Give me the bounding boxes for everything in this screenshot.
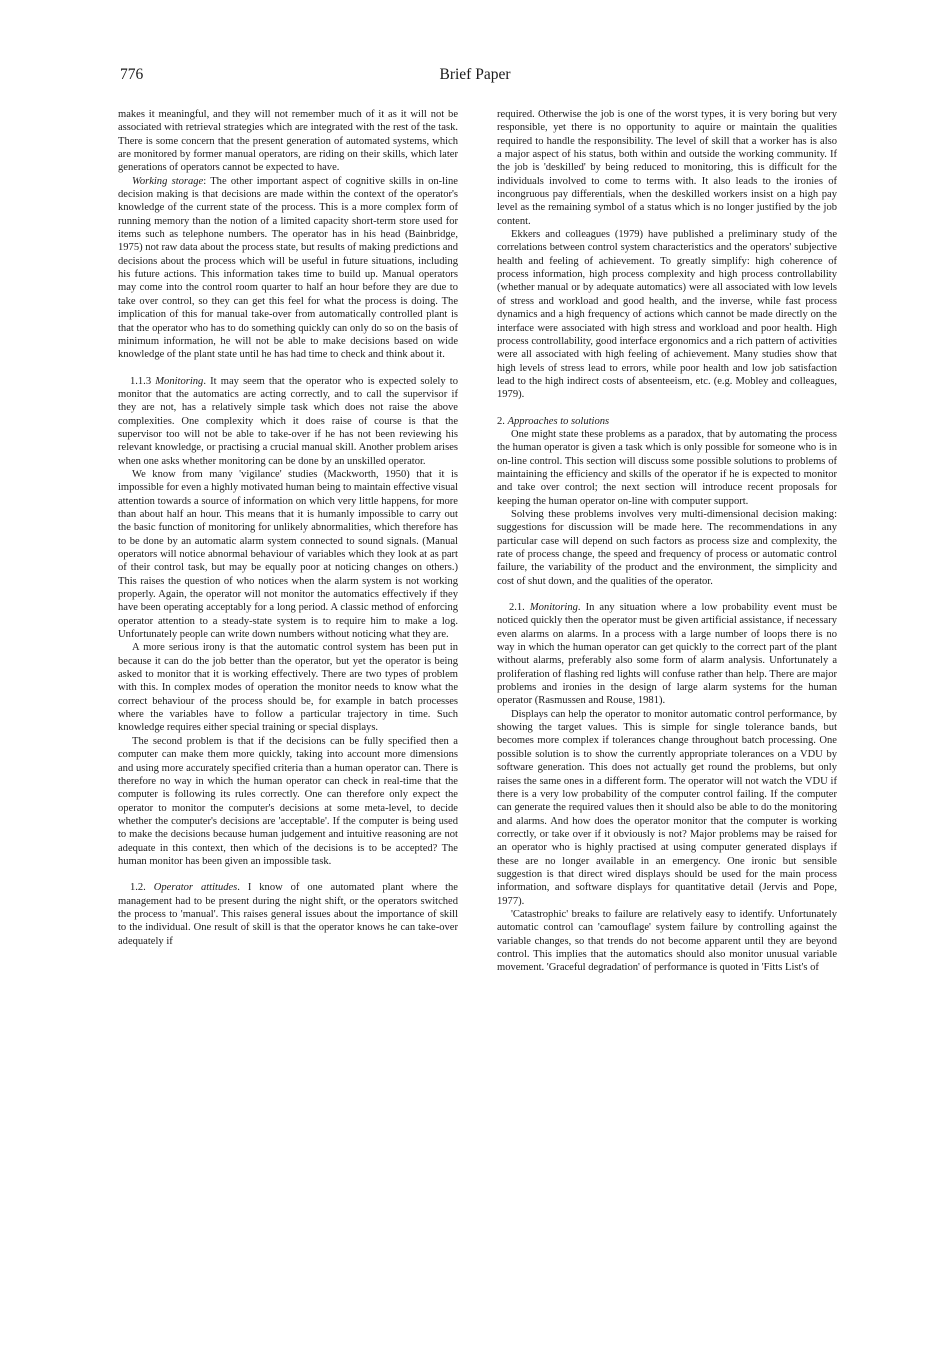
paragraph: Ekkers and colleagues (1979) have published a preliminary study of the correlations between control system characteristics and the operators' subjective health and feeling of achievement. To greatly simplify: high coherence of process information, high process complexity and high process controllability (whether manual or by adequate automatics) were all associated with low levels of stress and workload and good health, and the inverse, while fast process dynamics and a high frequency of actions which cannot be made directly on the interface were associated with high stress and workload and poor health. High process controllability, good interface ergonomics and a rich pattern of activities were all associated with high feeling of achievement. Many studies show that high levels of stress lead to errors, while poor health and low job satisfaction lead to the high indirect costs of absenteeism, etc. (e.g. Mobley and colleagues, 1979).	[497, 229, 837, 401]
paragraph: We know from many 'vigilance' studies (Mackworth, 1950) that it is impossible for even a highly motivated human being to maintain effective visual attention towards a source of information on which very little happens, for more than about half an hour. This means that it is humanly impossible to carry out the basic function of monitoring for unlikely abnormalities, which therefore has to be done by an automatic alarm system connected to sound signals. (Manual operators will notice abnormal behaviour of variables which they look at as part of their control task, but may be equally poor at noticing changes on others.) This raises the question of who notices when the alarm system is not working properly. Again, the operator will not monitor the automatics effectively if they have been operating acceptably for a long period. A classic method of enforcing operator attention to a steady-state system is to require him to make a log. Unfortunately people can write down numbers without noticing what they are.	[118, 468, 458, 641]
paragraph: required. Otherwise the job is one of the worst types, it is very boring but very responsible, yet there is no opportunity to aquire or maintain the qualities required to handle the responsibility. The level of skill that a worker has is also a major aspect of his status, both within and outside the working community. If the job is 'deskilled' by being reduced to monitoring, this is difficult for the individuals involved to come to terms with. It also leads to the ironies of incongruous pay differentials, when the deskilled workers insist on a high pay level as the remaining symbol of a status which is no longer justified by the job content.	[497, 109, 837, 227]
paragraph: 'Catastrophic' breaks to failure are relatively easy to identify. Unfortunately automatic control can 'camouflage' system failure by controlling against the variable changes, so that trends do not become apparent until they are beyond control. This implies that the automatics should also monitor unusual variable movement. 'Graceful degradation' of performance is quoted in 'Fitts List's of	[497, 908, 837, 974]
paragraph-text: . In any situation where a low probability event must be noticed quickly then the operator must be given artificial assistance, if necessary even alarms on alarms. In a process with a large number of loops there is no way in which the human operator can get quickly to the correct part of the plant without alarms, preferably also some form of alarm analysis. Unfortunately a proliferation of flashing red lights will confuse rather than help. There are major problems and ironies in the design of large alarm systems for the human operator (Rasmussen and Rouse, 1981).	[497, 602, 837, 707]
paragraph	[118, 175, 458, 362]
section-number: 1.1.3	[130, 375, 152, 387]
section-title: Approaches to solutions	[507, 415, 610, 427]
left-column	[118, 108, 458, 948]
section-number: 2.1.	[509, 602, 525, 614]
paragraph-text: : The other important aspect of cognitive skills in on-line decision making is that decisions are made within the context of the operator's knowledge of the current state of the process. This is a more complex form of running memory than the notion of a limited capacity short-term store used for items such as telephone numbers. The operator has in his head (Bainbridge, 1975) not raw data about the process state, but results of making predictions and decisions about the process which will be useful in future situations, including his future actions. This information takes time to build up. Manual operators may come into the control room quarter to half an hour before they are due to take over control, so they can get this feel for what the process is doing. The implication of this for manual take-over from automatically controlled plant is that the operator who has to do something quickly can only do so on the basis of minimum information, he will not be able to make decisions based on wide knowledge of the plant state until he has had time to check and think about it.	[118, 175, 458, 361]
paragraph-text: . I know of one automated plant where the management had to be present during the night shift, or the operators switched the process to 'manual'. This raises general issues about the importance of skill to the individual. One result of skill is that the operator knows he can take-over adequately if	[118, 882, 458, 947]
subsection-paragraph	[497, 601, 837, 708]
page-header	[0, 66, 950, 88]
paragraph: Solving these problems involves very multi-dimensional decision making: suggestions for discussion will be made here. The recommendations in any particular case will depend on such factors as process size and complexity, the rate of process change, the speed and frequency of process or automatic control failure, the variability of the product and the environment, the simplicity and cost of shut down, and the qualities of the operator.	[497, 508, 837, 587]
section-number: 1.2.	[130, 882, 146, 894]
paragraph: One might state these problems as a paradox, that by automating the process the human operator is given a task which is only possible for someone who is in on-line control. This section will discuss some possible solutions to problems of maintaining the efficiency and skills of the operator if he is expected to monitor and take over control; the next section will introduce recent proposals for keeping the human operator on-line with computer support.	[497, 428, 837, 507]
paragraph-label: Working storage	[132, 175, 204, 187]
subsection-title: Operator attitudes	[153, 882, 238, 894]
subsection-title: Monitoring	[529, 602, 578, 614]
paragraph: Displays can help the operator to monitor automatic control performance, by showing the target values. This is simple for single tolerance bands, but becomes more complex if tolerances change throughout batch processing. One possible solution is to show the currently appropriate tolerances on a VDU by software generation. This does not actually get round the problems, but only raises the same ones in a different form. The operator will not watch the VDU if there is a very low probability of the computer control failing. If the computer can generate the required values then it should also be able to do the monitoring and alarms. And how does the operator monitor that the computer is working correctly, or take over if it obviously is not? Major problems may be raised for an operator who is highly practised at using computer generated displays if these are no longer available in an emergency. One ironic but sensible suggestion is that direct wired displays should be used for the main process information, and software displays for quantitative detail (Jervis and Pope, 1977).	[497, 708, 837, 907]
subsection-paragraph	[118, 375, 458, 468]
running-head: Brief Paper	[439, 66, 511, 83]
paragraph-text: . It may seem that the operator who is expected solely to monitor that the automatics are acting correctly, and to call the supervisor if they are not, has a relatively simple task which does not raise the above complexities. One complexity which it does raise of course is that the supervisor too will not be able to take-over if he has not been reviewing his relevant knowledge, or practising a crucial manual skill. Another problem arises when one asks whether monitoring can be done by an unskilled operator.	[118, 375, 458, 467]
section-number: 2.	[497, 415, 505, 427]
paragraph: A more serious irony is that the automatic control system has been put in because it can do the job better than the operator, but yet the operator is being asked to monitor that it is working effectively. There are two types of problem with this. In complex modes of operation the monitor needs to know what the correct behaviour of the process should be, for example in batch processes where the variables have to follow a particular trajectory in time. Such knowledge requires either special training or special displays.	[118, 642, 458, 734]
paragraph: makes it meaningful, and they will not remember much of it as it will not be associated with retrieval strategies which are integrated with the rest of the task. There is some concern that the present generation of automated systems, which are monitored by former manual operators, are riding on their skills, which later generations of operators cannot be expected to have.	[118, 109, 458, 174]
section-heading	[497, 415, 837, 428]
paragraph: The second problem is that if the decisions can be fully specified then a computer can make them more quickly, taking into account more dimensions and using more accurately specified criteria than a human operator can. There is therefore no way in which the human operator can check in real-time that the computer is following its rules correctly. One can therefore only expect the operator to monitor the computer's decisions at some meta-level, to decide whether the computer's decisions are 'acceptable'. If the computer is being used to make the decisions because human judgement and intuitive reasoning are not adequate in this context, then which of the decisions is to be accepted? The human monitor has been given an impossible task.	[118, 735, 458, 867]
right-column	[497, 108, 837, 975]
subsection-title: Monitoring	[155, 375, 204, 387]
page-number: 776	[120, 66, 144, 83]
subsection-paragraph	[118, 881, 458, 948]
